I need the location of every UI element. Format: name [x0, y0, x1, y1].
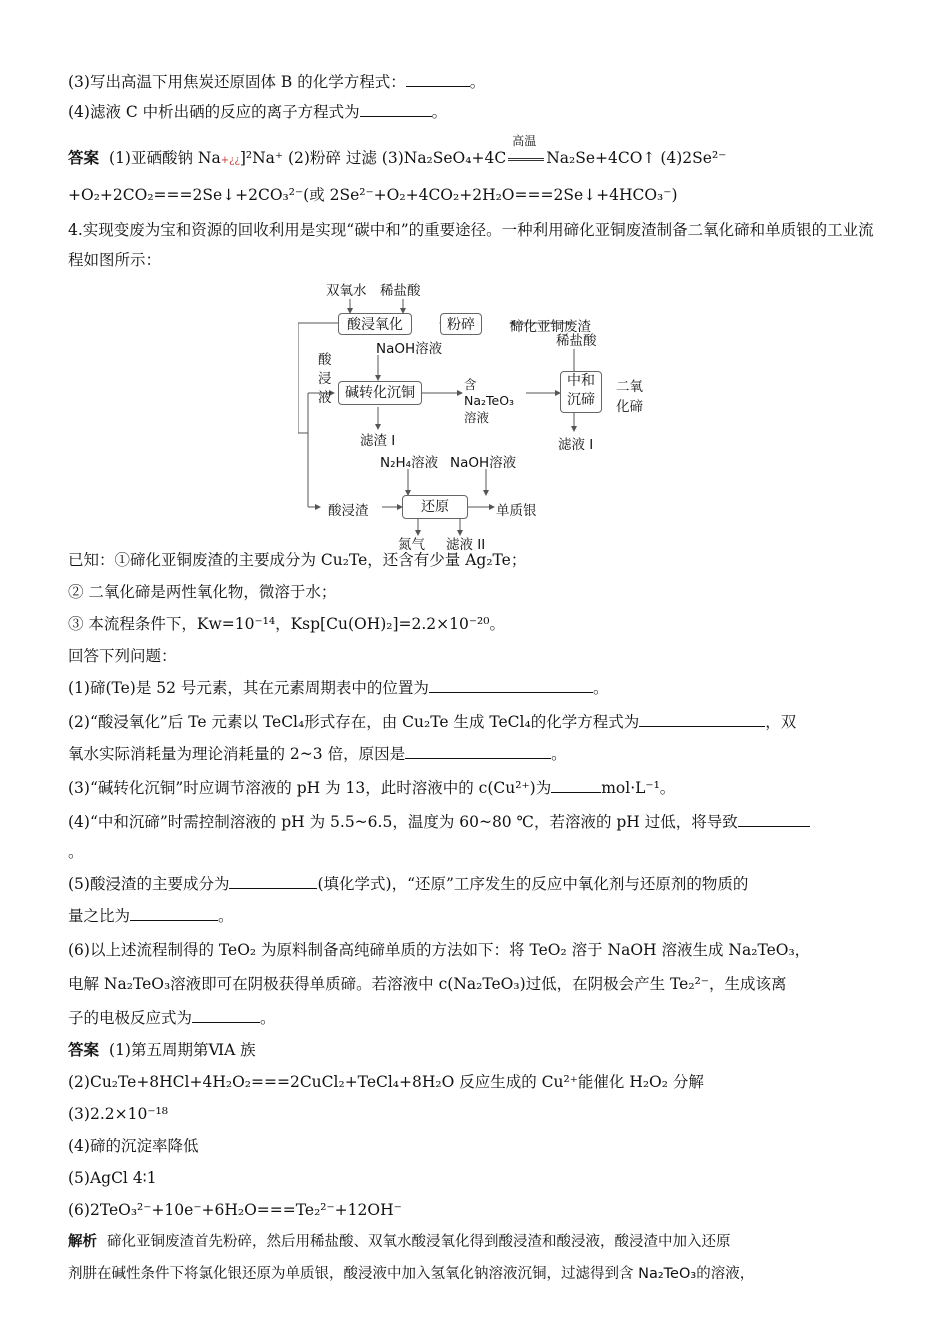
step-neutralize-tellurium: 中和沉碲	[560, 371, 602, 413]
acid-leach-liquid: 酸浸液	[318, 352, 332, 406]
filter-liquid-2: 滤液 II	[446, 537, 486, 553]
product-silver: 单质银	[496, 503, 537, 519]
q4-intro: 4.实现变废为宝和资源的回收利用是实现“碳中和”的重要途径。一种利用碲化亚铜废渣制备二氧化碲和单质银的工业流程如图所示：	[68, 221, 874, 269]
filter-residue-1: 滤渣 I	[360, 433, 396, 449]
question-3: (3)“碱转化沉铜”时应调节溶液的 pH 为 13，此时溶液中的 c(Cu²⁺)为 mol·L⁻¹。	[68, 779, 676, 797]
reagent-naoh-2: NaOH溶液	[450, 455, 517, 471]
known-2: ② 二氧化碲是两性氧化物，微溶于水；	[68, 583, 337, 601]
q3-part3: (3)写出高温下用焦炭还原固体 B 的化学方程式： 。	[68, 73, 486, 91]
reagent-hydrogen-peroxide: 双氧水	[326, 283, 367, 299]
reagent-naoh-1: NaOH溶液	[376, 341, 443, 357]
question-5-line1: (5)酸浸渣的主要成分为 (填化学式)，“还原”工序发生的反应中氧化剂与还原剂的物质的	[68, 875, 749, 893]
answer-blank	[130, 906, 218, 921]
acid-leach-residue: 酸浸渣	[328, 503, 369, 519]
raw-material: 碲化亚铜废渣	[510, 319, 591, 335]
known-1: 已知：①碲化亚铜废渣的主要成分为 Cu₂Te，还含有少量 Ag₂Te；	[68, 551, 527, 569]
reagent-dilute-hcl-2: 稀盐酸	[556, 333, 597, 349]
q4-answer-4: (4)碲的沉淀率降低	[68, 1137, 199, 1155]
q4-answer-6: (6)2TeO₃²⁻+10e⁻+6H₂O===Te₂²⁻+12OH⁻	[68, 1201, 402, 1219]
step-reduction: 还原	[402, 495, 468, 519]
question-1: (1)碲(Te)是 52 号元素，其在元素周期表中的位置为 。	[68, 679, 609, 697]
product-teo2: 二氧化碲	[616, 379, 643, 415]
answer-blank	[429, 678, 593, 693]
step-crush: 粉碎	[440, 313, 482, 335]
question-6-line1: (6)以上述流程制得的 TeO₂ 为原料制备高纯碲单质的方法如下：将 TeO₂ 溶于 NaOH 溶液生成 Na₂TeO₃，	[68, 941, 811, 959]
answer-blank	[405, 744, 551, 759]
known-3: ③ 本流程条件下，Kw=10⁻¹⁴，Ksp[Cu(OH)₂]=2.2×10⁻²⁰。	[68, 615, 505, 633]
q4-answer-1: 答案 (1)第五周期第ⅥA 族	[68, 1041, 256, 1059]
answer-blank	[639, 712, 765, 727]
answer-blank	[738, 812, 810, 827]
q3-answer-line2: +O₂+2CO₂===2Se↓+2CO₃²⁻(或 2Se²⁻+O₂+4CO₂+2H₂O===2Se↓+4HCO₃⁻)	[68, 186, 678, 204]
question-4-end: 。	[68, 843, 84, 861]
document-page	[68, 60, 883, 1284]
question-2-line1: (2)“酸浸氧化”后 Te 元素以 TeCl₄形式存在，由 Cu₂Te 生成 TeCl₄的化学方程式为 ，双	[68, 713, 797, 731]
q4-answer-5: (5)AgCl 4∶1	[68, 1169, 157, 1187]
q3-part4: (4)滤液 C 中析出硒的反应的离子方程式为 。	[68, 103, 448, 121]
analysis-line2: 剂肼在碱性条件下将氯化银还原为单质银，酸浸液中加入氢氧化钠溶液沉铜，过滤得到含 Na₂TeO₃的溶液，	[68, 1266, 755, 1282]
analysis-line1: 解析 碲化亚铜废渣首先粉碎，然后用稀盐酸、双氧水酸浸氧化得到酸浸渣和酸浸液，酸浸渣中加入还原	[68, 1234, 731, 1250]
question-2-line2: 氧水实际消耗量为理论消耗量的 2~3 倍，原因是 。	[68, 745, 567, 763]
filter-liquid-1: 滤液 I	[558, 437, 594, 453]
step-alkali-copper-precipitation: 碱转化沉铜	[338, 381, 422, 405]
answer-blank	[229, 874, 317, 889]
q3-answer-line1: 答案 (1)亚硒酸钠 Na+¿¿]²Na⁺ (2)粉碎 过滤 (3)Na₂SeO₄+4C 高温 Na₂Se+4CO↑ (4)2Se²⁻	[68, 134, 727, 167]
process-flow-diagram	[298, 279, 643, 553]
question-6-line2: 电解 Na₂TeO₃溶液即可在阴极获得单质碲。若溶液中 c(Na₂TeO₃)过低，在阴极会产生 Te₂²⁻，生成该离	[68, 975, 787, 993]
step-acid-leach-oxidation: 酸浸氧化	[338, 313, 412, 335]
reagent-hydrazine: N₂H₄溶液	[380, 455, 439, 471]
q4-answer-3: (3)2.2×10⁻¹⁸	[68, 1105, 168, 1123]
byproduct-nitrogen: 氮气	[398, 537, 425, 553]
answer-blank	[551, 778, 601, 793]
answer-blank	[406, 72, 470, 87]
reagent-dilute-hcl: 稀盐酸	[380, 283, 421, 299]
question-5-line2: 量之比为 。	[68, 907, 234, 925]
q4-answer-2: (2)Cu₂Te+8HCl+4H₂O₂===2CuCl₂+TeCl₄+8H₂O 反应生成的 Cu²⁺能催化 H₂O₂ 分解	[68, 1073, 704, 1091]
question-6-line3: 子的电极反应式为 。	[68, 1009, 276, 1027]
tellurite-solution: 含Na₂TeO₃溶液	[464, 377, 515, 425]
question-4: (4)“中和沉碲”时需控制溶液的 pH 为 5.5~6.5，温度为 60~80 ℃，若溶液的 pH 过低，将导致	[68, 812, 883, 832]
prompt: 回答下列问题：	[68, 647, 177, 665]
answer-blank	[360, 102, 432, 117]
answer-blank	[192, 1008, 260, 1023]
